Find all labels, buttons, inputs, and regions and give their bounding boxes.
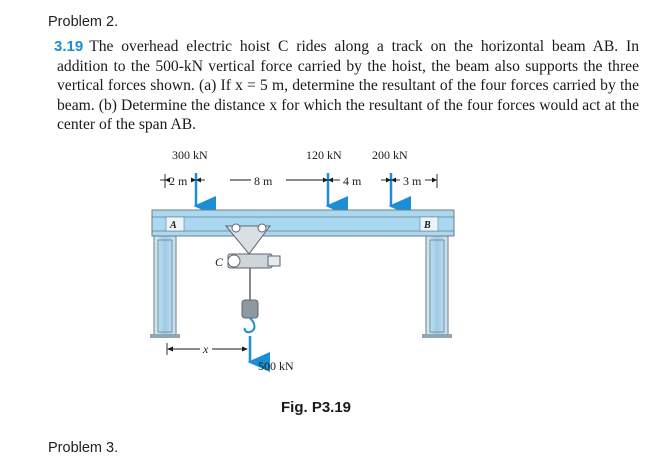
dim-8m: 8 m (254, 174, 273, 188)
right-column (422, 236, 452, 338)
dim-x: x (203, 342, 209, 356)
problem-number: 3.19 (54, 38, 84, 55)
point-b-label: B (424, 220, 431, 231)
problem-text: The overhead electric hoist C rides along a track on the horizontal beam AB. In addition to the 500-kN vertical force carried by the hoist, the beam also supports the three vertical forces shown. (a) If x = 5 m, determine the resultant of the four forces carried by the beam. (b) Determine the distance x for which the resultant of the four forces would act at the center of the span AB. (57, 38, 639, 134)
force-label-200: 200 kN (372, 148, 408, 162)
dim-4m: 4 m (343, 174, 362, 188)
dim-2m: 2 m (169, 174, 188, 188)
figure-caption: Fig. P3.19 (281, 399, 352, 416)
force-label-500: 500 kN (258, 359, 294, 373)
point-c-label: C (215, 255, 224, 269)
force-label-300: 300 kN (172, 148, 208, 162)
problem-heading: Problem 2. (48, 14, 119, 30)
point-a-label: A (170, 220, 177, 231)
force-label-120: 120 kN (306, 148, 342, 162)
left-column (150, 236, 180, 338)
next-problem-heading: Problem 3. (48, 440, 119, 456)
hoist (226, 224, 280, 332)
dim-3m: 3 m (403, 174, 422, 188)
beam-ab (152, 210, 454, 236)
